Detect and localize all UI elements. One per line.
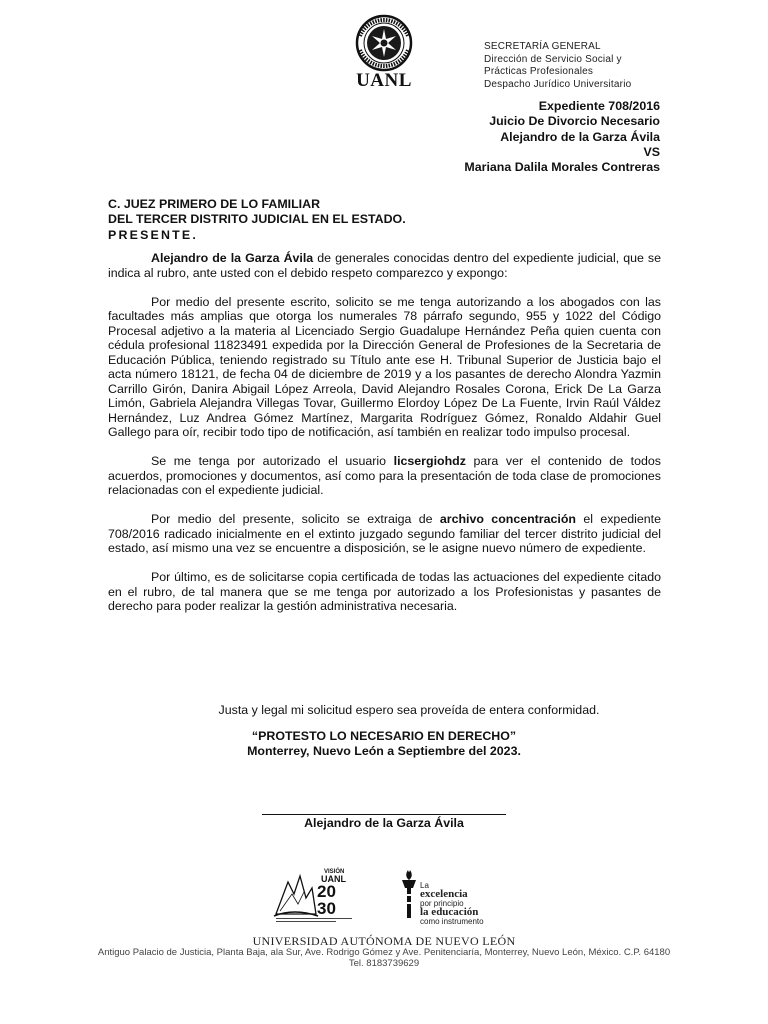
letter-body	[108, 251, 661, 614]
vision-year-top: 20	[317, 882, 336, 901]
case-line: Expediente 708/2016	[538, 99, 660, 113]
case-line: Juicio De Divorcio Necesario	[489, 114, 660, 129]
motto-line: la educación	[420, 906, 479, 918]
department-line: Prácticas Profesionales	[484, 66, 594, 77]
archive-term: archivo concentración	[439, 512, 576, 526]
motto-line: como instrumento	[420, 917, 484, 926]
vision-text: VISIÓN	[324, 869, 345, 875]
addressee-block	[108, 197, 406, 243]
place-date: Monterrey, Nuevo León a Septiembre del 2023.	[247, 744, 521, 758]
username: licsergiohdz	[393, 454, 466, 468]
petitioner-name: Alejandro de la Garza Ávila	[151, 251, 314, 265]
department-line: Despacho Jurídico Universitario	[484, 78, 632, 90]
paragraph: Por último, es de solicitarse copia certificada de todas las actuaciones del expediente citado en el rubro, de tal manera que se me tenga por autorizado a los Profesionistas y pasantes de derecho para poder realizar la gestión administrativa necesaria.	[108, 570, 661, 613]
paragraph	[108, 512, 661, 556]
paragraph-text: para ver el contenido de todos acuerdos, promociones y documentos, así como para la presentación de toda clase de promociones relacionadas con el expediente judicial.	[108, 454, 661, 497]
uanl-logo-text: UANL	[356, 70, 412, 91]
case-line: Alejandro de la Garza Ávila	[500, 129, 660, 144]
motto-line: por principio	[420, 899, 464, 908]
paragraph-text: Por medio del presente, solicito se extraiga de	[151, 512, 440, 526]
department-line: Dirección de Servicio Social y	[484, 53, 622, 65]
case-reference	[464, 99, 660, 175]
footer-address: Antiguo Palacio de Justicia, Planta Baja, ala Sur, Ave. Rodrigo Gómez y Ave. Penitenciaría, Monterrey, Nuevo León, México. C.P. 64180	[97, 947, 671, 958]
footer-university: UNIVERSIDAD AUTÓNOMA DE NUEVO LEÓN	[252, 934, 516, 948]
paragraph-text: el expediente 708/2016 radicado inicialmente en el extinto juzgado segundo familiar del tercer distrito judicial del estado, así mismo una vez se encuentre a disposición, se le asigne nuevo número de expediente.	[108, 512, 661, 555]
motto-line: excelencia	[420, 888, 468, 900]
department-line: SECRETARÍA GENERAL	[484, 41, 601, 52]
paragraph	[108, 251, 661, 280]
vision-uanl-2030-logo	[272, 864, 358, 924]
case-line: Mariana Dalila Morales Contreras	[464, 160, 660, 175]
footer-phone: Tel. 8183739629	[348, 958, 420, 969]
paragraph: Por medio del presente escrito, solicito se me tenga autorizando a los abogados con las facultades más amplias que otorga los numerales 78 párrafo segundo, 955 y 1022 del Código Procesal adjetivo a la materia al Licenciado Sergio Guadalupe Hernández Peña quien cuenta con cédula profesional 11823491 expedida por la Dirección General de Profesiones de la Secretaria de Educación Pública, teniendo registrado su Título ante ese H. Tribunal Superior de Justicia bajo el acta número 18121, de fecha 04 de diciembre de 2019 y a los pasantes de derecho Alondra Yazmin Carrillo Girón, Danira Abigail López Arreola, David Alejandro Rosales Corona, Erick De La Garza Limón, Gabriela Alejandra Villegas Tovar, Guillermo Elordoy López De La Fuente, Irvin Raúl Váldez Hernández, Luz Andrea Gómez Martínez, Margarita Rodríguez Gómez, Ronaldo Aldahir Guel Gallego para oír, recibir todo tipo de notificación, así también en realizar todo impulso procesal.	[108, 294, 661, 439]
protesto-line: “PROTESTO LO NECESARIO EN DERECHO”	[251, 729, 517, 743]
vision-year-bottom: 30	[317, 899, 336, 918]
vision-uanl-text: UANL	[321, 874, 346, 884]
paragraph-text: de generales conocidas dentro del expediente judicial, que se indica al rubro, ante usted con el debido respeto comparezco y expongo:	[108, 251, 661, 280]
paragraph-text: Se me tenga por autorizado el usuario	[151, 454, 394, 468]
closing-request: Justa y legal mi solicitud espero sea proveída de entera conformidad.	[218, 703, 600, 717]
case-line: VS	[643, 144, 660, 159]
signature-line	[262, 814, 506, 815]
motto-line: La	[420, 881, 429, 890]
closing-block	[0, 729, 768, 759]
addressee-line: C. JUEZ PRIMERO DE LO FAMILIAR	[108, 197, 321, 211]
addressee-line: PRESENTE.	[108, 227, 199, 242]
paragraph	[108, 454, 661, 498]
excelencia-motto	[420, 881, 484, 926]
department-block	[484, 41, 631, 91]
addressee-line: DEL TERCER DISTRITO JUDICIAL EN EL ESTADO.	[108, 212, 406, 227]
signature-name: Alejandro de la Garza Ávila	[304, 816, 464, 830]
uanl-seal-icon	[346, 14, 422, 72]
